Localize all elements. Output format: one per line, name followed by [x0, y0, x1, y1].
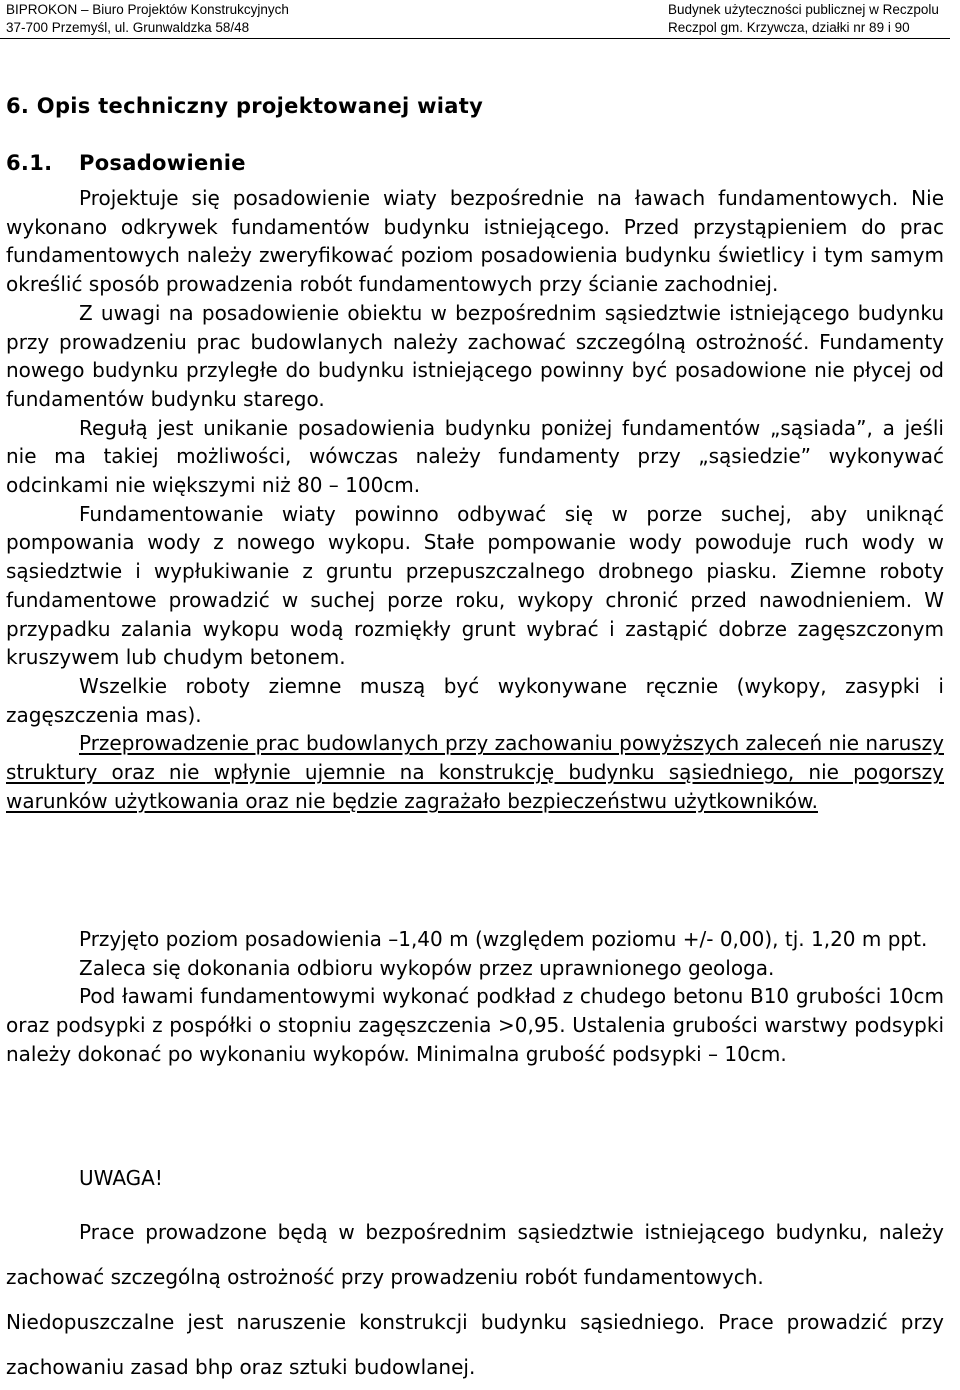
notice-paragraph-1: Prace prowadzone będą w bezpośrednim sąsiedztwie istniejącego budynku, należy zachować szczególną ostrożność przy prowadzeniu robót fundamentowych. [6, 1220, 944, 1289]
notice-paragraph-2: Niedopuszczalne jest naruszenie konstrukcji budynku sąsiedniego. Prace prowadzić przy zachowaniu zasad bhp oraz sztuki budowlanej. [6, 1310, 944, 1379]
paragraph-3: Regułą jest unikanie posadowienia budynku poniżej fundamentów „sąsiada”, a jeśli nie ma takiej możliwości, wówczas należy fundamenty przy „sąsiedzie” wykonywać odcinkami nie większymi niż 80 – 100cm. [6, 415, 944, 498]
paragraph-8: Zaleca się dokonania odbioru wykopów przez uprawnionego geologa. [79, 955, 775, 980]
paragraph-7: Przyjęto poziom posadowienia –1,40 m (względem poziomu +/- 0,00), tj. 1,20 m ppt. [79, 927, 928, 951]
notice-label: UWAGA! [79, 1166, 163, 1190]
paragraph-1: Projektuje się posadowienie wiaty bezpośrednie na ławach fundamentowych. Nie wykonano odkrywek fundamentów budynku istniejącego. Przed przystąpieniem do prac fundamentowych należy zweryfikować poziom posadowienia budynku świetlicy i tym samym określić sposób prowadzenia robót fundamentowych przy ścianie zachodniej. [6, 186, 944, 297]
paragraph-6-underlined: Przeprowadzenie prac budowlanych przy zachowaniu powyższych zaleceń nie naruszy struktury oraz nie wpłynie ujemnie na konstrukcję budynku sąsiedniego, nie pogorszy warunków użytkowania oraz nie będzie zagrażało bezpieczeństwu użytkowników. [6, 731, 944, 813]
page-header [0, 0, 960, 38]
header-left [6, 1, 289, 37]
subsection-title: Posadowienie [79, 151, 246, 175]
header-project-location: Reczpol gm. Krzywcza, działki nr 89 i 90 [668, 20, 910, 35]
section-title: 6. Opis techniczny projektowanej wiaty [6, 94, 484, 118]
subsection-heading [6, 151, 246, 175]
header-company-name: BIPROKON – Biuro Projektów Konstrukcyjnych [6, 2, 289, 17]
notice-text [6, 1210, 944, 1390]
header-company-address: 37-700 Przemyśl, ul. Grunwaldzka 58/48 [6, 20, 250, 35]
header-rule [0, 38, 950, 39]
paragraph-2: Z uwagi na posadowienie obiektu w bezpośrednim sąsiedztwie istniejącego budynku przy prowadzeniu prac budowlanych należy zachować szczególną ostrożność. Fundamenty nowego budynku przyległe do budynku istniejącego powinny być posadowione nie płycej od fundamentów budynku starego. [6, 300, 944, 411]
paragraph-5: Wszelkie roboty ziemne muszą być wykonywane ręcznie (wykopy, zasypki i zagęszczenia mas). [6, 673, 944, 727]
header-project-name: Budynek użyteczności publicznej w Reczpolu [668, 2, 939, 17]
paragraph-4: Fundamentowanie wiaty powinno odbywać się w porze suchej, aby uniknąć pompowania wody z nowego wykopu. Stałe pompowanie wody powoduje ruch wody w sąsiedztwie i wypłukiwanie z gruntu przepuszczalnego drobnego piasku. Ziemne roboty fundamentowe prowadzić w suchej porze roku, wykopy chronić przed nawodnieniem. W przypadku zalania wykopu wodą rozmiękły grunt wybrać i zastąpić dobrze zagęszczonym kruszywem lub chudym betonem. [6, 501, 944, 670]
paragraph-9: Pod ławami fundamentowymi wykonać podkład z chudego betonu B10 grubości 10cm oraz podsypki z pospółki o stopniu zagęszczenia >0,95. Ustalenia grubości warstwy podsypki należy dokonać po wykonaniu wykopów. Minimalna grubość podsypki – 10cm. [6, 984, 944, 1066]
subsection-number: 6.1. [6, 151, 53, 175]
header-right [668, 1, 939, 37]
foundation-level-text [6, 925, 944, 1069]
main-text [6, 184, 944, 815]
